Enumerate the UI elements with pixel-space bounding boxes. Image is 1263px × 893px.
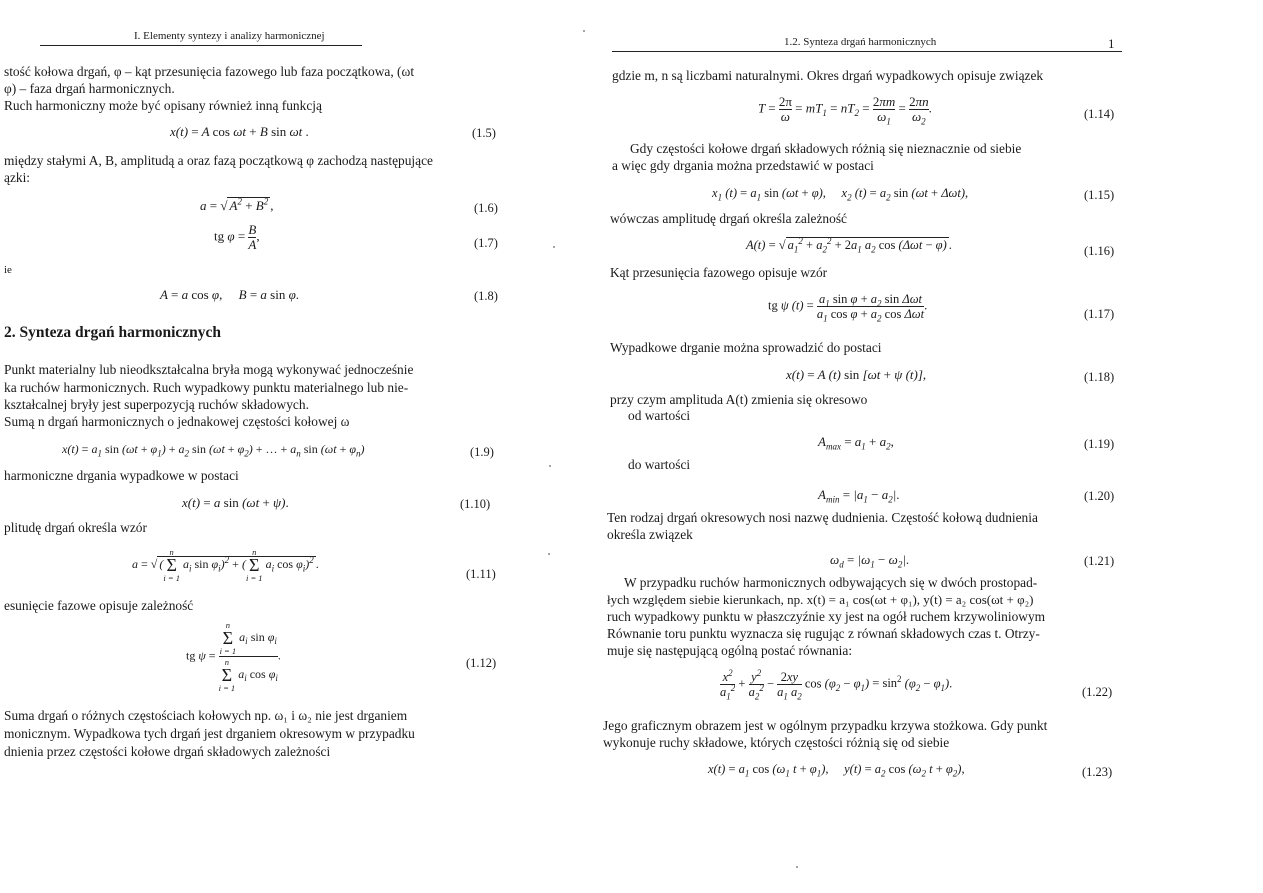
eq-number: (1.21) <box>1084 554 1115 568</box>
text-line: ruch wypadkowy punktu w płaszczyźnie xy jest na ogół ruchem krzywoliniowym <box>607 609 1046 624</box>
scan-speck <box>549 465 551 467</box>
eq-number: (1.15) <box>1084 188 1115 202</box>
equation-1-9: $x(t) = a_1$ $\sin (\omega t + \varphi_1) + a_2$ $\sin (\omega t + \varphi_2)$ + … + $a_n$ $\sin (\omega t + \varphi_n)$ <box>62 442 365 459</box>
text-line: określa związek <box>607 527 693 542</box>
equation-1-6: a = √ $A^2 + B^2$ , <box>200 196 274 213</box>
text-line: ązki: <box>4 170 31 185</box>
equation-1-8: A = a cos φ, B = a sin φ. <box>160 287 300 302</box>
eq-number: (1.9) <box>470 445 494 459</box>
equation-1-12: tg ψ = n Σ i = 1 $a_i$ $\sin \varphi_i$ n Σ i = 1 $a_i$ $\cos \varphi_i$ . <box>186 620 281 693</box>
text-line: muje się następującą ogólną postać równania: <box>607 643 853 658</box>
text-line: Sumą n drgań harmonicznych o jednakowej częstości kołowej ω <box>4 414 350 429</box>
text-line: Ten rodzaj drgań okresowych nosi nazwę dudnienia. Częstość kołową dudnienia <box>607 510 1038 525</box>
left-page <box>0 0 600 893</box>
equation-1-14: T = $\frac{2\pi}{\omega}$ = $mT_1 = nT_2$ = $\frac{2\pi m}{\omega_1}$ = $\frac{2\pi n}{\omega_2}$ . <box>758 94 932 127</box>
text-line: ka ruchów harmonicznych. Ruch wypadkowy punktu materialnego lub nie- <box>4 380 409 395</box>
text-line: φ) – faza drgań harmonicznych. <box>4 81 175 96</box>
equation-1-21: $\omega_d = |\omega_1 - \omega_2|$. <box>830 552 910 570</box>
text-line: esunięcie fazowe opisuje zależność <box>4 598 194 613</box>
eq-number: (1.6) <box>474 201 498 215</box>
equation-1-5: x(t) = A cos ωt + B sin ωt . <box>170 124 309 139</box>
equation-1-20: $A_{min} = |a_1 - a_2|$. <box>818 487 900 505</box>
text-line: dnienia przez częstości kołowe drgań składowych zależności <box>4 744 331 759</box>
text-line: Jego graficznym obrazem jest w ogólnym przypadku krzywa stożkowa. Gdy punkt <box>603 718 1048 733</box>
text-line: harmoniczne drgania wypadkowe w postaci <box>4 468 239 483</box>
scan-speck <box>553 246 555 248</box>
scan-speck <box>583 30 585 32</box>
text-line: monicznym. Wypadkowa tych drgań jest drganiem okresowym w przypadku <box>4 726 415 741</box>
text-line: Wypadkowe drganie można sprowadzić do postaci <box>610 340 882 355</box>
text-line: Kąt przesunięcia fazowego opisuje wzór <box>610 265 828 280</box>
header-rule-left <box>40 45 362 46</box>
eq-number: (1.16) <box>1084 244 1115 258</box>
eq-number: (1.22) <box>1082 685 1113 699</box>
right-page <box>600 0 1263 893</box>
eq-number: (1.11) <box>466 567 496 581</box>
equation-1-22: $\frac{x^2}{a_1^2}$ + $\frac{y^2}{a_2^2}$ − $\frac{2xy}{a_1 a_2}$ $\cos (\varphi_2 - \varphi_1) = \sin^2 (\varphi_2 - \varphi_1)$. <box>720 667 953 702</box>
eq-number: (1.17) <box>1084 307 1115 321</box>
text-line: przy czym amplituda A(t) zmienia się okresowo <box>610 392 868 407</box>
equation-1-7: tg φ = $\frac{B}{A}$ , <box>214 222 260 252</box>
eq-number: (1.5) <box>472 126 496 140</box>
equation-1-23: $x(t) = a_1$ $\cos (\omega_1$ $t + \varphi_1$), $y(t) = a_2$ $\cos (\omega_2$ $t + \varphi_2$), <box>708 762 965 779</box>
text-line: stość kołowa drgań, φ – kąt przesunięcia fazowego lub faza początkowa, (ωt <box>4 64 415 79</box>
equation-1-10: x(t) = a sin (ωt + ψ). <box>182 495 289 510</box>
section-title: 2. Synteza drgań harmonicznych <box>4 324 221 341</box>
eq-number: (1.14) <box>1084 107 1115 121</box>
equation-1-19: $A_{max} = a_1 + a_2$, <box>818 434 894 452</box>
text-line: kształcalnej bryły jest superpozycją ruchów składowych. <box>4 397 309 412</box>
page-number: 1 <box>1108 36 1115 51</box>
text-line: gdzie m, n są liczbami naturalnymi. Okres drgań wypadkowych opisuje związek <box>612 68 1044 83</box>
equation-1-11: a = √ ( n Σ i = 1 $a_i$ $\sin \varphi_i)^2$ + ( n Σ i = 1 $a_i$ $\cos \varphi_i)^2$ . <box>132 547 319 583</box>
text-line: Równanie toru punktu wyznacza się rugując z równań składowych czas t. Otrzy- <box>607 626 1040 641</box>
equation-1-17: tg ψ (t) = $\frac{a_1 \sin \varphi + a_2 \sin \Delta\omega t}{a_1 \cos \varphi + a_2 \cos \Delta\omega t}$ . <box>768 292 928 324</box>
text-line: wykonuje ruchy składowe, których częstości różnią się od siebie <box>603 735 950 750</box>
text-line: Gdy częstości kołowe drgań składowych różnią się nieznacznie od siebie <box>630 141 1022 156</box>
header-rule-right <box>612 51 1122 52</box>
scan-speck <box>796 866 798 868</box>
eq-number: (1.18) <box>1084 370 1115 384</box>
eq-number: (1.7) <box>474 236 498 250</box>
text-line: do wartości <box>628 457 691 472</box>
text-line: łych względem siebie kierunkach, np. x(t) = a₁ cos(ωt + φ₁), y(t) = a₂ cos(ωt + φ₂) <box>607 592 1034 607</box>
text-line: a więc gdy drgania można przedstawić w postaci <box>612 158 874 173</box>
text-line: między stałymi A, B, amplitudą a oraz fazą początkową φ zachodzą następujące <box>4 153 433 168</box>
eq-number: (1.20) <box>1084 489 1115 503</box>
equation-1-16: A(t) = √ $a_1^2 + a_2^2 + 2a_1$ $a_2$ cos (Δωt − φ) . <box>746 235 952 255</box>
text-line: Punkt materialny lub nieodkształcalna bryła mogą wykonywać jednocześnie <box>4 362 414 377</box>
text-line: Suma drgań o różnych częstościach kołowych np. ω₁ i ω₂ nie jest drganiem <box>4 708 408 723</box>
eq-number: (1.8) <box>474 289 498 303</box>
eq-number: (1.23) <box>1082 765 1113 779</box>
text-line: wówczas amplitudę drgań określa zależność <box>610 211 847 226</box>
running-header-left: I. Elementy syntezy i analizy harmonicznej <box>134 30 325 42</box>
text-line: Ruch harmoniczny może być opisany również inną funkcją <box>4 98 322 113</box>
running-header-right: 1.2. Synteza drgań harmonicznych <box>784 36 937 48</box>
text-line: W przypadku ruchów harmonicznych odbywających się w dwóch prostopad- <box>624 575 1038 590</box>
equation-1-15: $x_1$ $(t) = a_1$ sin (ωt + φ), $x_2$ $(t) = a_2$ sin (ωt + Δωt), <box>712 186 969 203</box>
text-line: ie <box>4 264 12 276</box>
text-line: plitudę drgań określa wzór <box>4 520 147 535</box>
eq-number: (1.10) <box>460 497 491 511</box>
text-line: od wartości <box>628 408 691 423</box>
eq-number: (1.12) <box>466 656 497 670</box>
equation-1-18: x(t) = A (t) sin [ωt + ψ (t)], <box>786 367 927 382</box>
eq-number: (1.19) <box>1084 437 1115 451</box>
scan-speck <box>548 553 550 555</box>
